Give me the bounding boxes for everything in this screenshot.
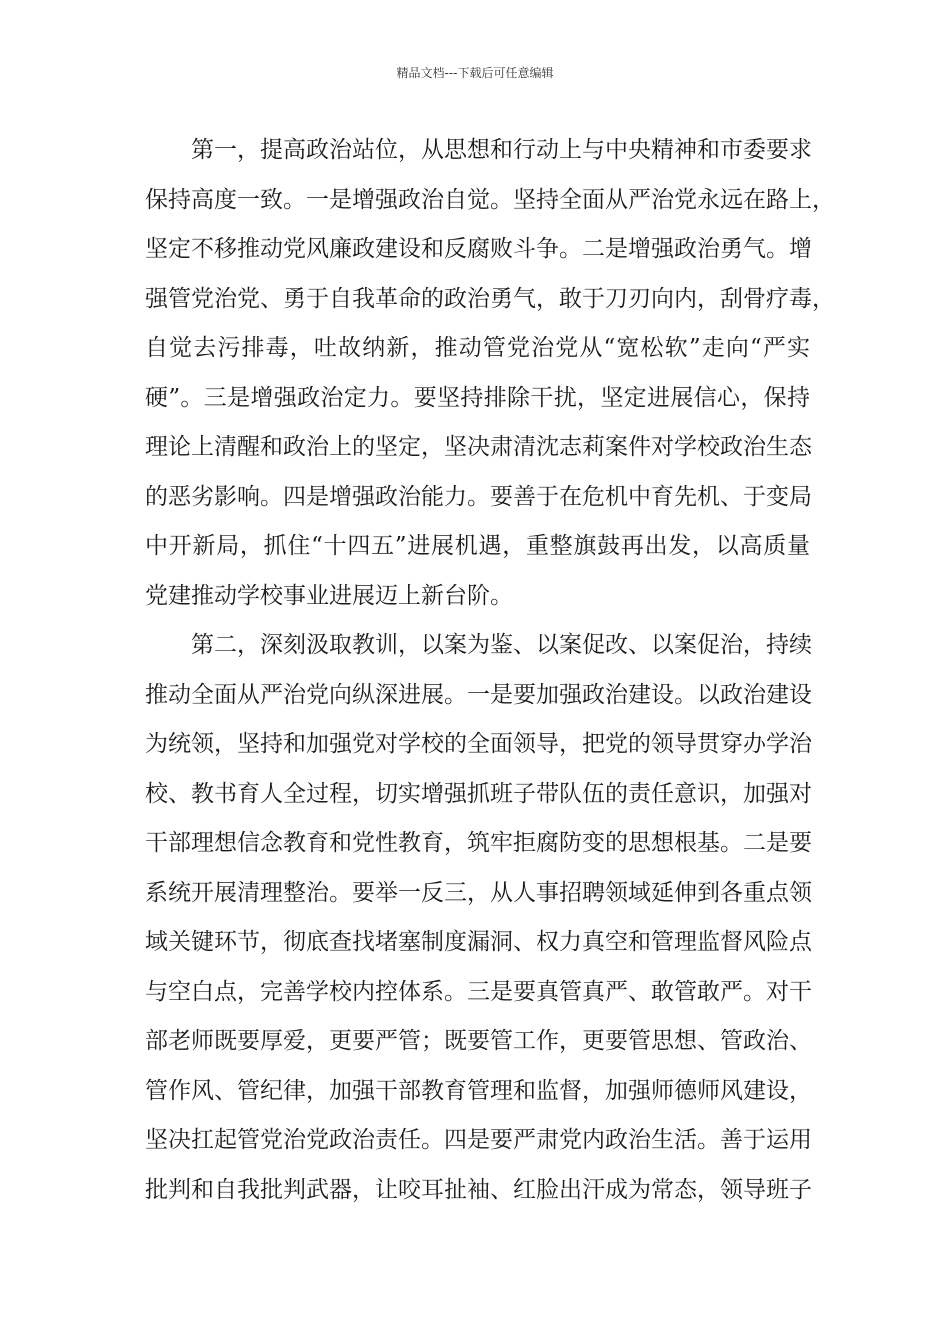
page-header: 精品文档---下载后可任意编辑 — [396, 66, 554, 80]
paragraph-1-line: 自觉去污排毒，吐故纳新，推动管党治党从“宽松软”走向“严实 — [145, 335, 810, 361]
paragraph-2-line: 为统领，坚持和加强党对学校的全面领导，把党的领导贯穿办学治 — [145, 731, 812, 757]
document-body — [145, 126, 835, 1215]
paragraph-1-line: 保持高度一致。一是增强政治自觉。坚持全面从严治党永远在路上， — [145, 186, 835, 213]
paragraph-2-line: 域关键环节，彻底查找堵塞制度漏洞、权力真空和管理监督风险点 — [145, 929, 812, 955]
paragraph-2-line: 坚决扛起管党治党政治责任。四是要严肃党内政治生活。善于运用 — [145, 1127, 812, 1153]
paragraph-2-line: 校、教书育人全过程，切实增强抓班子带队伍的责任意识，加强对 — [145, 780, 812, 807]
paragraph-2-line: 系统开展清理整治。要举一反三，从人事招聘领域延伸到各重点领 — [145, 879, 812, 906]
paragraph-1-line: 坚定不移推动党风廉政建设和反腐败斗争。二是增强政治勇气。增 — [145, 236, 812, 262]
paragraph-1-line: 党建推动学校事业进展迈上新台阶。 — [145, 582, 513, 609]
paragraph-1-line: 硬”。三是增强政治定力。要坚持排除干扰，坚定进展信心，保持 — [145, 384, 810, 411]
paragraph-1-line: 理论上清醒和政治上的坚定，坚决肃清沈志莉案件对学校政治生态 — [145, 434, 812, 460]
paragraph-2-line: 批判和自我批判武器，让咬耳扯袖、红脸出汗成为常态，领导班子 — [145, 1176, 812, 1203]
paragraph-1-line: 第一，提高政治站位，从思想和行动上与中央精神和市委要求 — [191, 137, 812, 163]
paragraph-2-line: 管作风、管纪律，加强干部教育管理和监督，加强师德师风建设， — [145, 1077, 812, 1104]
paragraph-2-line: 第二，深刻汲取教训，以案为鉴、以案促改、以案促治，持续 — [191, 632, 812, 658]
paragraph-1-line: 的恶劣影响。四是增强政治能力。要善于在危机中育先机、于变局 — [145, 483, 812, 510]
paragraph-2-line: 推动全面从严治党向纵深进展。一是要加强政治建设。以政治建设 — [145, 681, 812, 708]
paragraph-2-line: 干部理想信念教育和党性教育，筑牢拒腐防变的思想根基。二是要 — [145, 830, 812, 856]
paragraph-2-line: 与空白点，完善学校内控体系。三是要真管真严、敢管敢严。对干 — [145, 978, 812, 1005]
paragraph-2-line: 部老师既要厚爱，更要严管；既要管工作，更要管思想、管政治、 — [145, 1028, 812, 1054]
paragraph-1-line: 中开新局，抓住“十四五”进展机遇，重整旗鼓再出发，以高质量 — [145, 533, 810, 559]
paragraph-1-line: 强管党治党、勇于自我革命的政治勇气，敢于刀刃向内，刮骨疗毒， — [145, 285, 835, 312]
